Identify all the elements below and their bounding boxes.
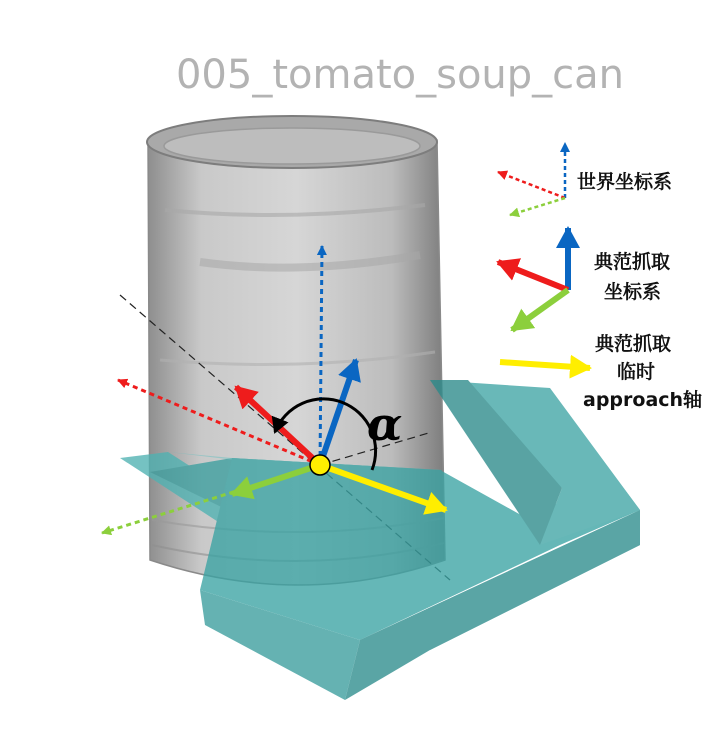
legend-grasp-frame bbox=[498, 228, 671, 330]
object-title: 005_tomato_soup_can bbox=[175, 52, 625, 98]
legend-grasp-frame-line2: 坐标系 bbox=[604, 281, 662, 303]
legend-approach-line3: approach轴 bbox=[583, 389, 703, 411]
legend-world-frame bbox=[498, 143, 672, 215]
legend-grasp-frame-line1: 典范抓取 bbox=[594, 251, 671, 273]
legend-world-frame-label: 世界坐标系 bbox=[577, 171, 673, 193]
legend-approach-line2: 临时 bbox=[617, 361, 656, 383]
grasp-point bbox=[310, 455, 330, 475]
angle-label: α bbox=[367, 397, 403, 451]
legend-approach-line1: 典范抓取 bbox=[595, 333, 672, 355]
